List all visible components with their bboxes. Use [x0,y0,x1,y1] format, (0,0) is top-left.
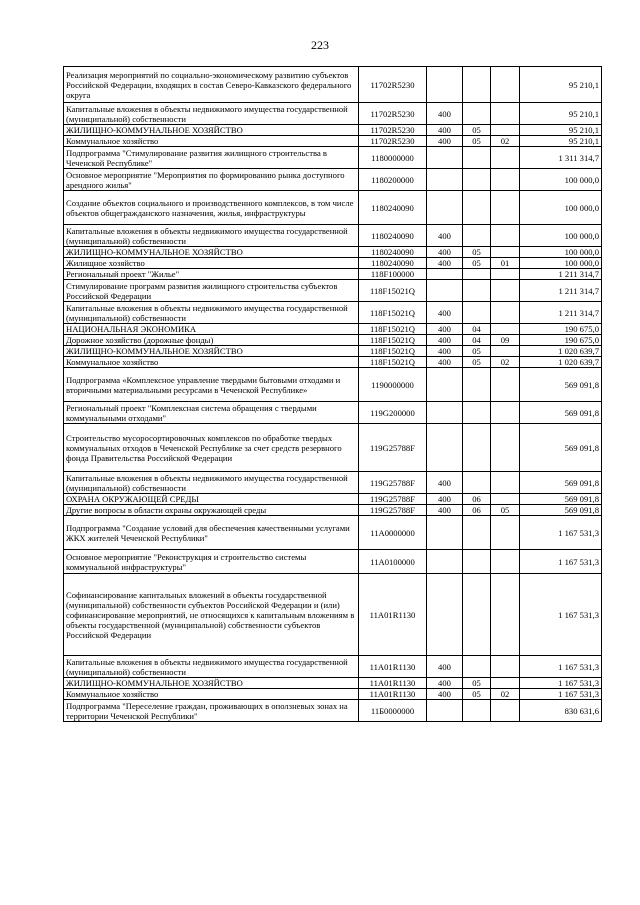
cell-target-code: 1190000000 [359,368,427,402]
table-row [64,335,602,346]
cell-expense-type [427,191,463,225]
table-row [64,346,602,357]
cell-target-code: 11702R5230 [359,136,427,147]
table-row [64,505,602,516]
cell-name: Коммунальное хозяйство [64,136,359,147]
cell-expense-type: 400 [427,335,463,346]
cell-expense-type: 400 [427,689,463,700]
cell-expense-type: 400 [427,656,463,678]
cell-expense-type: 400 [427,258,463,269]
table-row [64,494,602,505]
cell-target-code: 119G25788F [359,505,427,516]
cell-name: Капитальные вложения в объекты недвижимого имущества государственной (муниципальной) собственности [64,302,359,324]
cell-subsection: 02 [491,689,520,700]
cell-expense-type: 400 [427,103,463,125]
cell-section [463,424,491,472]
cell-expense-type [427,368,463,402]
cell-target-code: 119G25788F [359,494,427,505]
cell-subsection [491,424,520,472]
table-row [64,247,602,258]
cell-amount: 569 091,8 [520,505,602,516]
cell-section: 05 [463,689,491,700]
table-row [64,472,602,494]
cell-target-code: 118F15021Q [359,302,427,324]
cell-expense-type [427,269,463,280]
cell-expense-type: 400 [427,346,463,357]
cell-amount: 190 675,0 [520,335,602,346]
cell-section [463,516,491,550]
cell-amount: 1 020 639,7 [520,346,602,357]
page-number: 223 [311,38,329,52]
cell-expense-type: 400 [427,324,463,335]
cell-name: Региональный проект "Жилье" [64,269,359,280]
cell-subsection [491,147,520,169]
cell-expense-type: 400 [427,472,463,494]
cell-name: Реализация мероприятий по социально-экономическому развитию субъектов Российской Федерации, входящих в состав Северо-Кавказского федерального округа [64,67,359,103]
cell-name: Другие вопросы в области охраны окружающей среды [64,505,359,516]
cell-section [463,656,491,678]
cell-expense-type [427,550,463,574]
cell-target-code: 11А01R1130 [359,656,427,678]
cell-section: 05 [463,247,491,258]
cell-name: Основное мероприятие "Реконструкция и строительство системы коммунальной инфраструктуры" [64,550,359,574]
cell-amount: 569 091,8 [520,472,602,494]
cell-target-code: 11702R5230 [359,67,427,103]
cell-name: ЖИЛИЩНО-КОММУНАЛЬНОЕ ХОЗЯЙСТВО [64,678,359,689]
table-row [64,700,602,722]
cell-amount: 95 210,1 [520,103,602,125]
cell-name: Капитальные вложения в объекты недвижимого имущества государственной (муниципальной) собственности [64,656,359,678]
cell-section [463,472,491,494]
cell-target-code: 118F15021Q [359,324,427,335]
cell-amount: 1 167 531,3 [520,516,602,550]
cell-section: 04 [463,324,491,335]
cell-subsection [491,191,520,225]
cell-section [463,550,491,574]
cell-amount: 830 631,6 [520,700,602,722]
cell-name: Софинансирование капитальных вложений в объекты государственной (муниципальной) собственности субъектов Российской Федерации и (или) софинансирование мероприятий, не относящихся к капитальным вложениям в объекты государственной (муниципальной) собственности субъектов Российской Федерации [64,574,359,656]
cell-expense-type: 400 [427,225,463,247]
cell-expense-type [427,700,463,722]
cell-subsection [491,368,520,402]
table-row [64,368,602,402]
cell-section [463,147,491,169]
cell-section [463,368,491,402]
cell-expense-type: 400 [427,125,463,136]
cell-subsection: 01 [491,258,520,269]
cell-subsection [491,103,520,125]
cell-subsection: 05 [491,505,520,516]
cell-expense-type [427,280,463,302]
cell-section: 05 [463,125,491,136]
cell-expense-type: 400 [427,505,463,516]
cell-target-code: 11702R5230 [359,103,427,125]
table-row [64,402,602,424]
table-row [64,302,602,324]
cell-target-code: 1180240090 [359,191,427,225]
cell-target-code: 119G200000 [359,402,427,424]
cell-target-code: 118F15021Q [359,346,427,357]
table-row [64,136,602,147]
cell-section [463,103,491,125]
cell-name: Строительство мусоросортировочных комплексов по обработке твердых коммунальных отходов в Чеченской Республике за счет средств резервного фонда Правительства Российской Федерации [64,424,359,472]
cell-name: Капитальные вложения в объекты недвижимого имущества государственной (муниципальной) собственности [64,103,359,125]
cell-name: Стимулирование программ развития жилищного строительства субъектов Российской Федерации [64,280,359,302]
cell-amount: 95 210,1 [520,136,602,147]
table-row [64,656,602,678]
table-row [64,550,602,574]
cell-section [463,269,491,280]
cell-name: Капитальные вложения в объекты недвижимого имущества государственной (муниципальной) собственности [64,472,359,494]
cell-subsection [491,494,520,505]
cell-subsection [491,656,520,678]
cell-subsection [491,280,520,302]
cell-expense-type [427,169,463,191]
table-row [64,574,602,656]
cell-target-code: 11А0100000 [359,550,427,574]
cell-subsection [491,169,520,191]
table-row [64,258,602,269]
cell-expense-type: 400 [427,136,463,147]
cell-subsection [491,225,520,247]
cell-section: 05 [463,357,491,368]
cell-amount: 1 211 314,7 [520,302,602,324]
table-row [64,225,602,247]
cell-target-code: 11А01R1130 [359,678,427,689]
cell-name: Подпрограмма "Стимулирование развития жилищного строительства в Чеченской Республике" [64,147,359,169]
cell-section [463,700,491,722]
cell-expense-type [427,424,463,472]
cell-name: Подпрограмма "Переселение граждан, проживающих в оползневых зонах на территории Чеченской Республики" [64,700,359,722]
cell-amount: 1 020 639,7 [520,357,602,368]
cell-target-code: 11Б0000000 [359,700,427,722]
cell-section: 05 [463,136,491,147]
table-row [64,147,602,169]
cell-amount: 1 167 531,3 [520,550,602,574]
cell-subsection [491,678,520,689]
cell-name: Коммунальное хозяйство [64,357,359,368]
cell-name: ЖИЛИЩНО-КОММУНАЛЬНОЕ ХОЗЯЙСТВО [64,247,359,258]
cell-target-code: 11702R5230 [359,125,427,136]
cell-subsection [491,402,520,424]
cell-subsection [491,472,520,494]
table-row [64,280,602,302]
cell-amount: 100 000,0 [520,247,602,258]
cell-amount: 190 675,0 [520,324,602,335]
cell-section [463,302,491,324]
cell-section [463,191,491,225]
budget-table [63,66,602,722]
cell-target-code: 118F15021Q [359,280,427,302]
cell-amount: 569 091,8 [520,494,602,505]
cell-amount: 569 091,8 [520,368,602,402]
cell-amount: 1 167 531,3 [520,678,602,689]
table-row [64,516,602,550]
cell-expense-type: 400 [427,678,463,689]
cell-expense-type: 400 [427,357,463,368]
table-row [64,191,602,225]
cell-name: Региональный проект "Комплексная система обращения с твердыми коммунальными отходами" [64,402,359,424]
cell-subsection [491,324,520,335]
cell-expense-type: 400 [427,247,463,258]
cell-amount: 1 167 531,3 [520,656,602,678]
cell-amount: 1 211 314,7 [520,269,602,280]
cell-name: Основное мероприятие "Мероприятия по формированию рынка доступного арендного жилья" [64,169,359,191]
table-row [64,357,602,368]
cell-name: Капитальные вложения в объекты недвижимого имущества государственной (муниципальной) собственности [64,225,359,247]
cell-name: Дорожное хозяйство (дорожные фонды) [64,335,359,346]
cell-section [463,225,491,247]
table-body [64,67,602,722]
cell-amount: 100 000,0 [520,169,602,191]
cell-name: ЖИЛИЩНО-КОММУНАЛЬНОЕ ХОЗЯЙСТВО [64,125,359,136]
cell-name: Коммунальное хозяйство [64,689,359,700]
table-row [64,424,602,472]
cell-subsection [491,550,520,574]
cell-section: 05 [463,346,491,357]
cell-amount: 569 091,8 [520,402,602,424]
cell-amount: 95 210,1 [520,67,602,103]
cell-section: 05 [463,678,491,689]
cell-section: 05 [463,258,491,269]
cell-amount: 1 167 531,3 [520,574,602,656]
cell-subsection [491,269,520,280]
cell-subsection [491,516,520,550]
cell-name: Подпрограмма "Создание условий для обеспечения качественными услугами ЖКХ жителей Чеченской Республики" [64,516,359,550]
cell-amount: 95 210,1 [520,125,602,136]
cell-expense-type: 400 [427,494,463,505]
cell-target-code: 118F100000 [359,269,427,280]
table-row [64,103,602,125]
table-row [64,125,602,136]
cell-expense-type [427,516,463,550]
cell-amount: 569 091,8 [520,424,602,472]
cell-target-code: 119G25788F [359,424,427,472]
cell-target-code: 1180240090 [359,225,427,247]
table-row [64,324,602,335]
cell-target-code: 1180240090 [359,258,427,269]
cell-name: ЖИЛИЩНО-КОММУНАЛЬНОЕ ХОЗЯЙСТВО [64,346,359,357]
cell-expense-type [427,67,463,103]
cell-subsection: 09 [491,335,520,346]
cell-section [463,402,491,424]
cell-section: 06 [463,494,491,505]
cell-amount: 100 000,0 [520,191,602,225]
cell-subsection: 02 [491,357,520,368]
cell-name: НАЦИОНАЛЬНАЯ ЭКОНОМИКА [64,324,359,335]
cell-amount: 1 167 531,3 [520,689,602,700]
cell-name: Жилищное хозяйство [64,258,359,269]
table-row [64,689,602,700]
cell-amount: 1 311 314,7 [520,147,602,169]
cell-subsection [491,346,520,357]
cell-amount: 100 000,0 [520,225,602,247]
cell-name: Создание объектов социального и производственного комплексов, в том числе объектов общегражданского назначения, жилья, инфраструктуры [64,191,359,225]
cell-target-code: 11А01R1130 [359,574,427,656]
cell-target-code: 118F15021Q [359,335,427,346]
cell-expense-type [427,402,463,424]
cell-section [463,574,491,656]
cell-target-code: 119G25788F [359,472,427,494]
cell-amount: 100 000,0 [520,258,602,269]
cell-expense-type [427,147,463,169]
cell-subsection [491,700,520,722]
cell-section [463,169,491,191]
cell-target-code: 11А0000000 [359,516,427,550]
cell-target-code: 1180200000 [359,169,427,191]
cell-subsection [491,302,520,324]
cell-amount: 1 211 314,7 [520,280,602,302]
cell-subsection [491,574,520,656]
cell-expense-type [427,574,463,656]
cell-subsection [491,67,520,103]
cell-subsection [491,247,520,258]
cell-name: ОХРАНА ОКРУЖАЮЩЕЙ СРЕДЫ [64,494,359,505]
table-row [64,678,602,689]
table-row [64,169,602,191]
cell-target-code: 118F15021Q [359,357,427,368]
cell-section: 06 [463,505,491,516]
table-row [64,269,602,280]
cell-section [463,280,491,302]
cell-target-code: 11А01R1130 [359,689,427,700]
cell-name: Подпрограмма «Комплексное управление твердыми бытовыми отходами и вторичными материальными ресурсами в Чеченской Республике» [64,368,359,402]
cell-target-code: 1180000000 [359,147,427,169]
cell-target-code: 1180240090 [359,247,427,258]
cell-section: 04 [463,335,491,346]
table-row [64,67,602,103]
cell-expense-type: 400 [427,302,463,324]
cell-section [463,67,491,103]
cell-subsection: 02 [491,136,520,147]
cell-subsection [491,125,520,136]
